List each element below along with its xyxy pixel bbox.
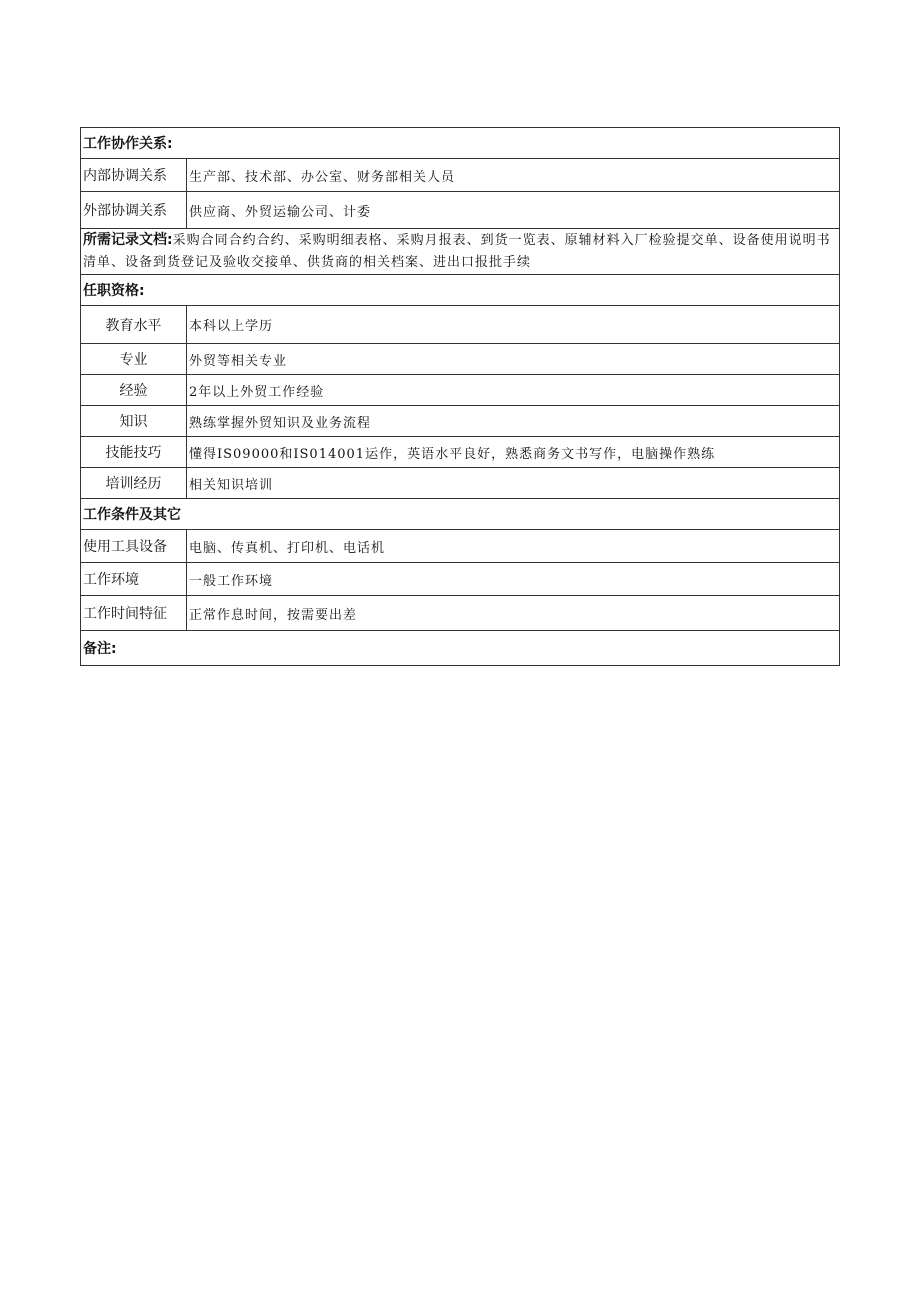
internal-coordination-value: 生产部、技术部、办公室、财务部相关人员 [187, 159, 840, 192]
table-row [81, 468, 840, 499]
table-row [81, 306, 840, 344]
work-time-label: 工作时间特征 [81, 596, 187, 631]
required-documents-value: 采购合同合约合约、采购明细表格、采购月报表、到货一览表、原辅材料入厂检验提交单、设备使用说明书清单、设备到货登记及验收交接单、供货商的相关档案、进出口报批手续 [83, 233, 831, 270]
external-coordination-label: 外部协调关系 [81, 192, 187, 229]
table-row [81, 192, 840, 229]
external-coordination-value: 供应商、外贸运输公司、计委 [187, 192, 840, 229]
section-heading-remarks: 备注: [81, 631, 840, 666]
table-row [81, 344, 840, 375]
skills-label: 技能技巧 [81, 437, 187, 468]
tools-value: 电脑、传真机、打印机、电话机 [187, 530, 840, 563]
section-heading-collaboration: 工作协作关系: [81, 128, 840, 159]
experience-label: 经验 [81, 375, 187, 406]
documents-row [81, 229, 840, 275]
knowledge-label: 知识 [81, 406, 187, 437]
major-label: 专业 [81, 344, 187, 375]
environment-label: 工作环境 [81, 563, 187, 596]
work-time-value: 正常作息时间，按需要出差 [187, 596, 840, 631]
environment-value: 一般工作环境 [187, 563, 840, 596]
section-qualifications-row [81, 275, 840, 306]
skills-value: 懂得IS09000和IS014001运作，英语水平良好，熟悉商务文书写作，电脑操作熟练 [187, 437, 840, 468]
section-heading-qualifications: 任职资格: [81, 275, 840, 306]
table-row [81, 159, 840, 192]
education-value: 本科以上学历 [187, 306, 840, 344]
education-label: 教育水平 [81, 306, 187, 344]
training-value: 相关知识培训 [187, 468, 840, 499]
section-heading-conditions: 工作条件及其它 [81, 499, 840, 530]
required-documents-cell [81, 229, 840, 275]
table-row [81, 563, 840, 596]
table-row [81, 530, 840, 563]
knowledge-value: 熟练掌握外贸知识及业务流程 [187, 406, 840, 437]
required-documents-label: 所需记录文档: [83, 232, 173, 248]
experience-value: 2年以上外贸工作经验 [187, 375, 840, 406]
section-conditions-row [81, 499, 840, 530]
table-row [81, 596, 840, 631]
table-row [81, 406, 840, 437]
training-label: 培训经历 [81, 468, 187, 499]
section-remarks-row [81, 631, 840, 666]
tools-label: 使用工具设备 [81, 530, 187, 563]
table-row [81, 437, 840, 468]
major-value: 外贸等相关专业 [187, 344, 840, 375]
internal-coordination-label: 内部协调关系 [81, 159, 187, 192]
table-row [81, 375, 840, 406]
job-description-table [80, 127, 840, 666]
section-collaboration-row [81, 128, 840, 159]
